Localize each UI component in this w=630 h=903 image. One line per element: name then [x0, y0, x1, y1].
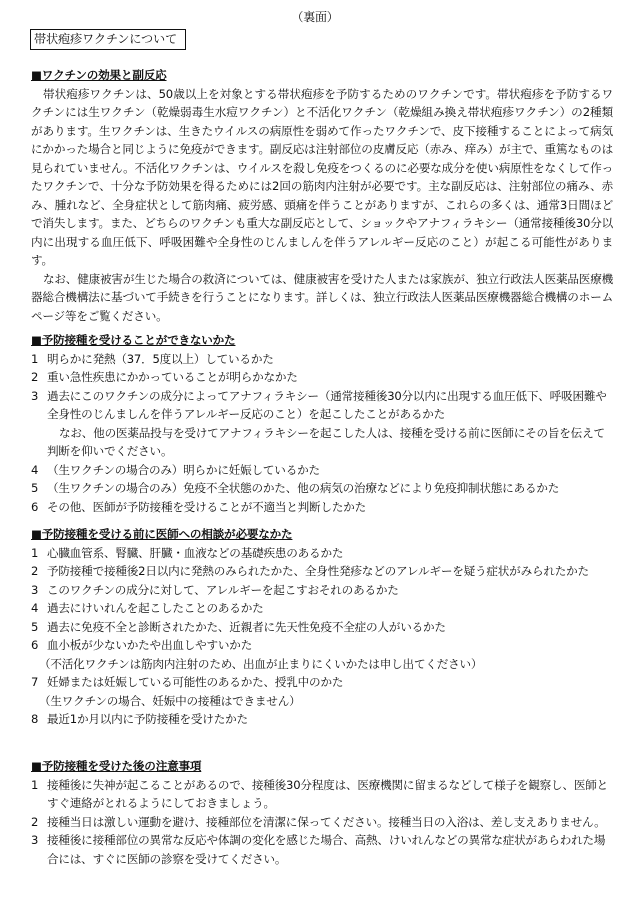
section-heading-cannot: ■予防接種を受けることができないかた — [31, 333, 236, 347]
list-item: 3 接種後に接種部位の異常な反応や体調の変化を感じた場合、高熱、けいれんなどの異常な症状があらわれた場合には、すぐに医師の診察を受けてください。 — [31, 833, 606, 866]
section-consult-doctor — [31, 525, 613, 729]
note-anaphylaxis: なお、他の医薬品投与を受けてアナフィラキシーを起こした人は、接種を受ける前に医師にその旨を伝えて判断を仰いでください。 — [47, 425, 605, 458]
list-item: 1 接種後に失神が起こることがあるので、接種後30分程度は、医療機関に留まるなどして様子を観察し、医師とすぐ連絡がとれるようにしておきましょう。 — [31, 777, 609, 810]
section-heading-after: ■予防接種を受けた後の注意事項 — [31, 759, 202, 773]
section-cannot-receive — [31, 331, 613, 516]
effects-paragraph-1: 帯状疱疹ワクチンは、50歳以上を対象とする帯状疱疹を予防するためのワクチンです。帯状疱疹を予防するワクチンには生ワクチン（乾燥弱毒生水痘ワクチン）と不活化ワクチン（乾燥組み換え帯状疱疹ワクチン）の2種類があります。生ワクチンは、生きたウイルスの病原性を弱めて作ったワクチンで、皮下接種することによって病気にかかった場合と同じように免疫ができます。副反応は注射部位の皮膚反応（赤み、痒み）が主で、重篤なものは見られていません。不活化ワクチンは、ウイルスを殺し免疫をつくるのに必要な成分を使い病原性をなくして作ったワクチンで、十分な予防効果を得るためには2回の筋肉内注射が必要です。主な副反応は、注射部位の痛み、赤み、腫れなど、全身症状として筋肉痛、疲労感、頭痛を伴うことがありますが、これらの多くは、通常3日間ほどで消失します。また、どちらのワクチンも重大な副反応として、ショックやアナフィラキシー（通常接種後30分以内に出現する血圧低下、呼吸困難や全身性のじんましんを伴うアレルギー反応のこと）が起こる可能性があります。 — [31, 86, 613, 267]
section-effects — [31, 66, 613, 325]
list-item: 4 過去にけいれんを起こしたことのあるかた — [31, 601, 264, 615]
effects-paragraph-2: なお、健康被害が生じた場合の救済については、健康被害を受けた人または家族が、独立行政法人医薬品医療機器総合機構法に基づいて手続きを行うことになります。詳しくは、独立行政法人医薬品医療機器総合機構のホームページ等をご覧ください。 — [31, 271, 613, 323]
list-item: 6 血小板が少ないかたや出血しやすいかた — [31, 638, 253, 652]
section-heading-consult: ■予防接種を受ける前に医師への相談が必要なかた — [31, 527, 293, 541]
list-item: 3 過去にこのワクチンの成分によってアナフィラキシー（通常接種後30分以内に出現する血圧低下、呼吸困難や全身性のじんましんを伴うアレルギー反応のこと）を起こしたことがあるかた — [31, 388, 607, 421]
list-item: 8 最近1か月以内に予防接種を受けたかた — [31, 712, 248, 726]
section-heading-effects: ■ワクチンの効果と副反応 — [31, 68, 167, 82]
list-item: 6 その他、医師が予防接種を受けることが不適当と判断したかた — [31, 499, 367, 514]
list-item: 1 明らかに発熱（37．5度以上）しているかた — [31, 351, 274, 366]
list-item: 2 重い急性疾患にかかっていることが明らかなかた — [31, 370, 298, 384]
list-item: 2 接種当日は激しい運動を避け、接種部位を清潔に保ってください。接種当日の入浴は、差し支えありません。 — [31, 814, 606, 829]
document-title: 帯状疱疹ワクチンについて — [30, 29, 186, 50]
note-platelet: （不活化ワクチンは筋肉内注射のため、出血が止まりにくいかたは申し出てください） — [39, 656, 483, 671]
list-item: 1 心臓血管系、腎臓、肝臓・血液などの基礎疾患のあるかた — [31, 545, 344, 560]
list-item: 4 （生ワクチンの場合のみ）明らかに妊娠しているかた — [31, 462, 320, 477]
list-item: 7 妊婦または妊娠している可能性のあるかた、授乳中のかた — [31, 675, 344, 689]
note-pregnancy: （生ワクチンの場合、妊娠中の接種はできません） — [39, 693, 301, 708]
list-item: 3 このワクチンの成分に対して、アレルギーを起こすおそれのあるかた — [31, 582, 399, 597]
list-item: 5 （生ワクチンの場合のみ）免疫不全状態のかた、他の病気の治療などにより免疫抑制状態にあるかた — [31, 481, 560, 495]
page-header: （裏面） — [291, 10, 339, 24]
section-after-vaccination — [31, 757, 613, 868]
list-item: 5 過去に免疫不全と診断されたかた、近親者に先天性免疫不全症の人がいるかた — [31, 619, 446, 634]
list-item: 2 予防接種で接種後2日以内に発熱のみられたかた、全身性発疹などのアレルギーを疑う症状がみられたかた — [31, 564, 589, 578]
